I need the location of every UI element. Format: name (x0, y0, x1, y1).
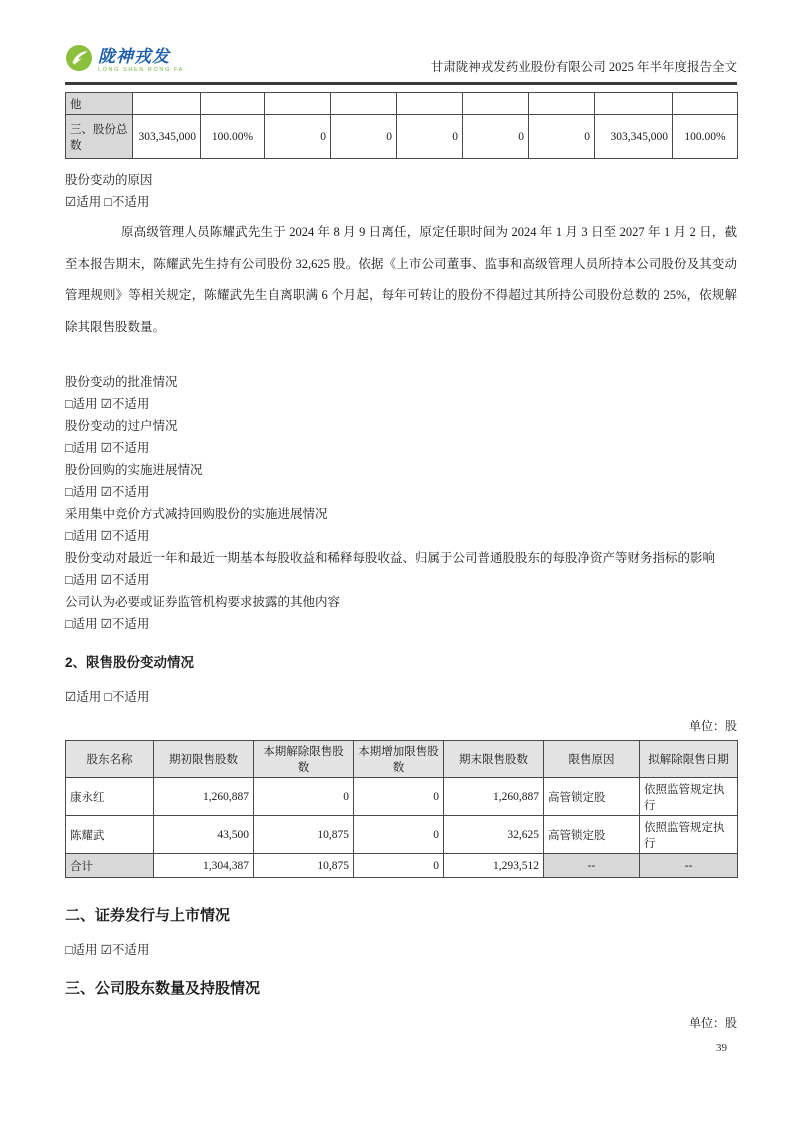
table-row (66, 778, 738, 816)
section-title: 股份变动的过户情况 (65, 419, 178, 433)
table-cell (673, 93, 738, 115)
table-cell (265, 93, 331, 115)
column-header: 期末限售股数 (444, 741, 544, 778)
applicability-checkline: □适用 ☑不适用 (65, 529, 150, 543)
page-number: 39 (716, 1042, 727, 1054)
table-cell (201, 93, 265, 115)
table-row (66, 93, 738, 115)
table-cell: -- (640, 854, 738, 878)
table-cell: 10,875 (254, 854, 354, 878)
table-cell: 1,293,512 (444, 854, 544, 878)
applicability-checkline: □适用 ☑不适用 (65, 485, 150, 499)
section-title: 采用集中竞价方式减持回购股份的实施进展情况 (65, 507, 328, 521)
table-cell: 0 (397, 115, 463, 159)
table-cell: 0 (265, 115, 331, 159)
applicability-checkline: □适用 ☑不适用 (65, 617, 150, 631)
company-logo (65, 44, 184, 77)
table-total-row (66, 854, 738, 878)
heading-shareholders: 三、公司股东数量及持股情况 (65, 980, 261, 997)
table-row (66, 816, 738, 854)
table-cell: 1,260,887 (154, 778, 254, 816)
section-title: 股份变动的原因 (65, 173, 153, 187)
table-cell: 43,500 (154, 816, 254, 854)
table-cell: 303,345,000 (133, 115, 201, 159)
table-cell (133, 93, 201, 115)
table-cell: 0 (529, 115, 595, 159)
table-cell: 1,304,387 (154, 854, 254, 878)
table-cell: 依照监管规定执行 (640, 778, 738, 816)
table-cell: 高管锁定股 (544, 816, 640, 854)
table-cell: 0 (354, 816, 444, 854)
applicability-checkline: □适用 ☑不适用 (65, 397, 150, 411)
heading-restricted-shares: 2、限售股份变动情况 (65, 655, 195, 670)
section-title: 股份回购的实施进展情况 (65, 463, 203, 477)
total-label-cell: 合计 (66, 854, 154, 878)
table-cell: 0 (463, 115, 529, 159)
table-cell (463, 93, 529, 115)
row-label-cell: 三、股份总数 (66, 115, 133, 159)
column-header: 拟解除限售日期 (640, 741, 738, 778)
section-title: 股份变动对最近一年和最近一期基本每股收益和稀释每股收益、归属于公司普通股股东的每股净资产等财务指标的影响 (65, 551, 716, 565)
restricted-shares-table (65, 740, 738, 878)
shareholder-name-cell: 陈耀武 (66, 816, 154, 854)
row-label-cell: 他 (66, 93, 133, 115)
table-cell: 303,345,000 (595, 115, 673, 159)
unit-label: 单位：股 (688, 1016, 737, 1030)
company-name-cn: 陇神戎发 (98, 46, 170, 66)
shareholder-name-cell: 康永红 (66, 778, 154, 816)
company-name-en: LONG SHEN RONG FA (98, 66, 184, 73)
table-cell: 1,260,887 (444, 778, 544, 816)
applicability-sections (65, 371, 737, 635)
table-header-row (66, 741, 738, 778)
table-cell: 0 (354, 854, 444, 878)
table-cell: 0 (354, 778, 444, 816)
page-header (65, 0, 737, 85)
section-title: 公司认为必要或证券监管机构要求披露的其他内容 (65, 595, 341, 609)
company-logo-icon (65, 44, 93, 77)
heading-securities-issuance: 二、证券发行与上市情况 (65, 907, 231, 924)
applicability-checkline: □适用 ☑不适用 (65, 943, 150, 957)
table-cell: 依照监管规定执行 (640, 816, 738, 854)
table-cell: -- (544, 854, 640, 878)
column-header: 本期解除限售股数 (254, 741, 354, 778)
table-cell: 100.00% (673, 115, 738, 159)
table-cell (397, 93, 463, 115)
table-cell: 32,625 (444, 816, 544, 854)
unit-label: 单位：股 (688, 719, 737, 733)
applicability-checkline: □适用 ☑不适用 (65, 441, 150, 455)
column-header: 限售原因 (544, 741, 640, 778)
applicability-checkline: ☑适用 □不适用 (65, 195, 150, 209)
section-title: 股份变动的批准情况 (65, 375, 178, 389)
table-cell: 0 (254, 778, 354, 816)
reason-paragraph: 原高级管理人员陈耀武先生于 2024 年 8 月 9 日离任，原定任职时间为 2024 年 1 月 3 日至 2027 年 1 月 2 日，截至本报告期末，陈耀武先生持有公司股份 32,625 股。依据《上市公司董事、监事和高级管理人员所持本公司股份及其变动管理规则》等相关规定，陈耀武先生自离职满 6 个月起，每年可转让的股份不得超过其所持公司股份总数的 25%，依规解除其限售股数量。 (65, 225, 737, 334)
table-cell (595, 93, 673, 115)
column-header: 股东名称 (66, 741, 154, 778)
table-cell: 100.00% (201, 115, 265, 159)
table-cell (331, 93, 397, 115)
table-row (66, 115, 738, 159)
table-cell: 0 (331, 115, 397, 159)
table-cell: 高管锁定股 (544, 778, 640, 816)
company-logo-text (98, 48, 184, 74)
column-header: 本期增加限售股数 (354, 741, 444, 778)
table-cell: 10,875 (254, 816, 354, 854)
applicability-checkline: □适用 ☑不适用 (65, 573, 150, 587)
document-title: 甘肃陇神戎发药业股份有限公司 2025 年半年度报告全文 (430, 60, 737, 74)
share-change-table (65, 92, 738, 159)
table-cell (529, 93, 595, 115)
column-header: 期初限售股数 (154, 741, 254, 778)
applicability-checkline: ☑适用 □不适用 (65, 690, 150, 704)
